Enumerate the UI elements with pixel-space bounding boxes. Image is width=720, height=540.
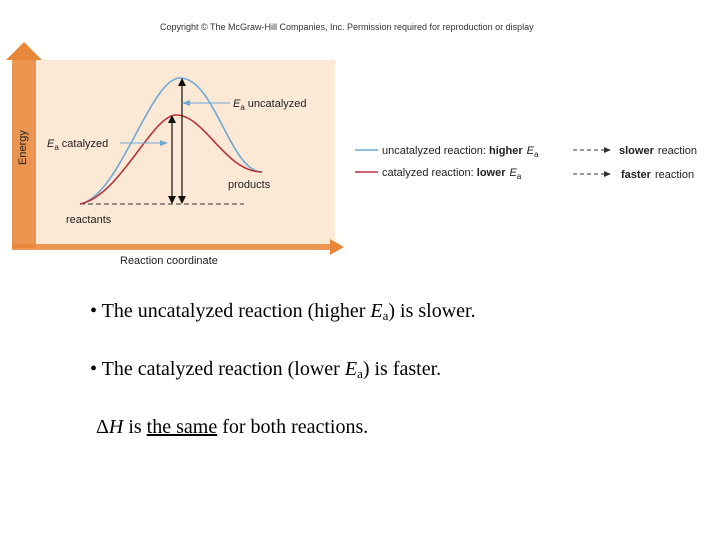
ea-catalyzed-label: $E_a$ catalyzed (47, 138, 109, 152)
ea-uncatalyzed-label: $E_a$ uncatalyzed (233, 98, 307, 112)
legend-catalyzed-text: catalyzed reaction: lower $E_a$ (382, 167, 522, 181)
reactants-label: reactants (66, 214, 112, 226)
bullet-catalyzed: • The catalyzed reaction (lower $E_a$) is faster. (90, 358, 442, 381)
legend-arrowhead-slower (604, 147, 611, 153)
legend-arrowhead-faster (604, 171, 611, 177)
products-label: products (228, 179, 271, 191)
copyright-notice: Copyright © The McGraw-Hill Companies, Inc. Permission required for reproduction or display (160, 22, 534, 32)
legend-uncatalyzed-text: uncatalyzed reaction: higher $E_a$ (382, 145, 539, 159)
diagram-panel (12, 60, 335, 248)
y-axis-arrowhead (6, 42, 42, 60)
x-axis-bar (12, 244, 332, 250)
legend-slower-text: slower reaction (619, 145, 697, 157)
x-axis-arrowhead (330, 239, 344, 255)
y-axis-label: Energy (17, 130, 29, 165)
x-axis-label: Reaction coordinate (120, 255, 218, 267)
delta-h-statement: ΔH is the same for both reactions. (96, 416, 369, 438)
legend-faster-text: faster reaction (621, 169, 695, 181)
bullet-uncatalyzed: • The uncatalyzed reaction (higher $E_a$) is slower. (90, 300, 476, 323)
